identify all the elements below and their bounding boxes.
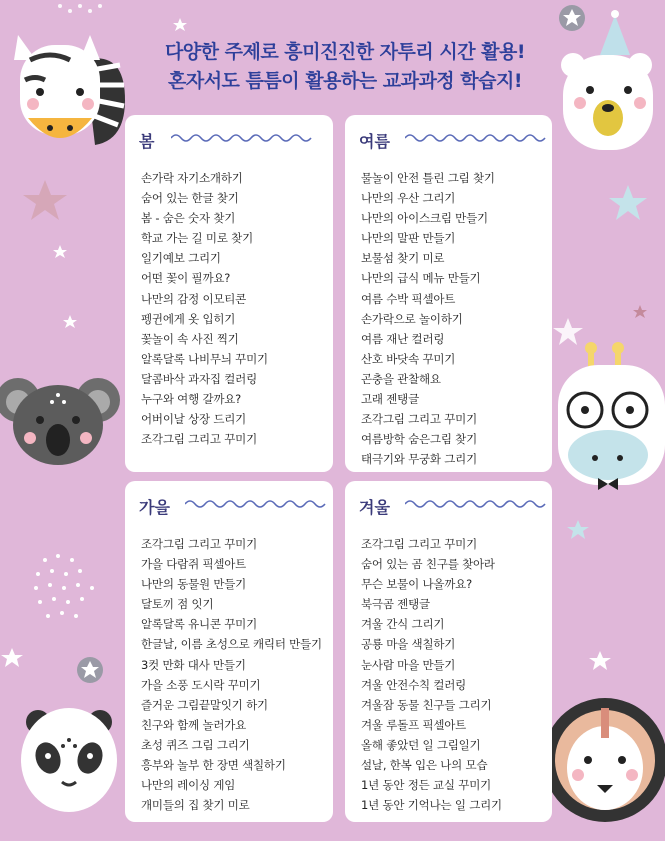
list-item: 고래 젠탱글 <box>361 392 419 407</box>
season-card-summer <box>345 115 552 472</box>
dots-pattern-left <box>34 554 94 618</box>
star-icon <box>63 315 77 328</box>
activity-list-winter <box>361 534 502 815</box>
list-item: 초성 퀴즈 그림 그리기 <box>141 737 250 752</box>
list-item: 달토끼 점 잇기 <box>141 597 214 612</box>
wave-divider <box>185 497 333 511</box>
star-badge-icon <box>77 657 103 683</box>
star-icon <box>1 648 23 667</box>
list-item: 조각그림 그리고 꾸미기 <box>361 537 477 551</box>
list-item: 즐거운 그림끝말잇기 하기 <box>141 697 268 712</box>
list-item: 숨어 있는 한글 찾기 <box>141 191 239 206</box>
season-card-spring <box>125 115 333 472</box>
list-item: 나만의 우산 그리기 <box>361 191 456 206</box>
list-item: 개미들의 집 찾기 미로 <box>141 798 250 813</box>
list-item: 북극곰 젠탱글 <box>361 597 430 612</box>
wave-divider <box>171 131 319 145</box>
star-badge-icon <box>559 5 585 31</box>
list-item: 조각그림 그리고 꾸미기 <box>141 432 257 447</box>
giraffe-illustration <box>558 342 665 490</box>
list-item: 여름 수박 픽셀아트 <box>361 291 456 306</box>
activity-list-spring <box>141 168 268 449</box>
list-item: 조각그림 그리고 꾸미기 <box>141 537 257 551</box>
list-item: 겨울 루돌프 픽셀아트 <box>361 717 467 732</box>
wave-divider <box>405 497 553 511</box>
lion-illustration <box>543 698 665 822</box>
list-item: 흥부와 놀부 한 장면 색칠하기 <box>141 758 286 773</box>
list-item: 보물섬 찾기 미로 <box>361 251 445 266</box>
list-item: 가을 소풍 도시락 꾸미기 <box>141 677 261 692</box>
list-item: 설날, 한복 입은 나의 모습 <box>361 758 488 773</box>
panda-illustration <box>21 708 117 812</box>
koala-illustration <box>0 378 120 465</box>
bear-party-illustration <box>561 10 653 150</box>
star-icon <box>53 245 67 258</box>
list-item: 친구와 함께 놀러가요 <box>141 717 247 732</box>
star-icon <box>173 18 187 31</box>
list-item: 나만의 말판 만들기 <box>361 231 456 246</box>
list-item: 손가락으로 놀이하기 <box>361 311 463 326</box>
activity-list-summer <box>361 168 495 469</box>
activity-list-autumn <box>141 534 322 815</box>
season-card-autumn <box>125 481 333 822</box>
star-icon <box>23 180 67 220</box>
wave-divider <box>405 131 553 145</box>
season-title-autumn: 가을 <box>139 498 170 517</box>
page-headline <box>130 38 560 96</box>
list-item: 나만의 아이스크림 만들기 <box>361 211 488 226</box>
list-item: 달콤바삭 과자집 컬러링 <box>141 371 257 386</box>
list-item: 나만의 급식 메뉴 만들기 <box>361 271 481 286</box>
list-item: 펭귄에게 옷 입히기 <box>141 311 236 326</box>
list-item: 학교 가는 길 미로 찾기 <box>141 231 254 246</box>
star-icon <box>633 305 647 318</box>
star-icon <box>553 318 583 345</box>
list-item: 3컷 만화 대사 만들기 <box>141 657 246 672</box>
list-item: 일기예보 그리기 <box>141 251 221 266</box>
headline-line-2: 혼자서도 틈틈이 활용하는 교과과정 학습지! <box>168 70 522 92</box>
star-icon <box>589 651 611 670</box>
list-item: 겨울 간식 그리기 <box>361 617 445 632</box>
list-item: 가을 다람쥐 픽셀아트 <box>141 557 247 572</box>
list-item: 눈사람 마을 만들기 <box>361 657 456 672</box>
list-item: 어버이날 상장 드리기 <box>141 412 247 427</box>
season-title-summer: 여름 <box>359 132 390 151</box>
list-item: 겨울잠 동물 친구들 그리기 <box>361 697 492 712</box>
list-item: 물놀이 안전 틀린 그림 찾기 <box>361 171 495 185</box>
list-item: 여름 재난 컬러링 <box>361 331 445 346</box>
list-item: 봄 - 숨은 숫자 찾기 <box>141 211 236 226</box>
list-item: 태극기와 무궁화 그리기 <box>361 452 477 467</box>
headline-line-1: 다양한 주제로 흥미진진한 자투리 시간 활용! <box>164 41 526 63</box>
zebra-illustration <box>14 35 125 145</box>
list-item: 1년 동안 기억나는 일 그리기 <box>361 798 502 813</box>
list-item: 꽃놀이 속 사진 찍기 <box>141 331 239 346</box>
list-item: 나만의 동물원 만들기 <box>141 577 247 592</box>
star-icon <box>567 520 589 539</box>
list-item: 산호 바닷속 꾸미기 <box>361 351 456 366</box>
season-title-winter: 겨울 <box>359 498 390 517</box>
list-item: 알록달록 유니콘 꾸미기 <box>141 617 257 632</box>
list-item: 나만의 감정 이모티콘 <box>141 291 247 306</box>
list-item: 한글날, 이름 초성으로 캐릭터 만들기 <box>141 637 322 652</box>
list-item: 올해 좋았던 일 그림일기 <box>361 737 481 752</box>
list-item: 여름방학 숨은그림 찾기 <box>361 432 477 447</box>
star-icon <box>609 185 647 220</box>
list-item: 무슨 보물이 나올까요? <box>361 577 472 592</box>
season-title-spring: 봄 <box>139 132 155 151</box>
season-card-winter <box>345 481 552 822</box>
list-item: 겨울 안전수칙 컬러링 <box>361 677 467 692</box>
list-item: 조각그림 그리고 꾸미기 <box>361 412 477 427</box>
dots-pattern-top <box>58 4 102 13</box>
list-item: 곤충을 관찰해요 <box>361 371 441 386</box>
list-item: 숨어 있는 곰 친구를 찾아라 <box>361 557 495 572</box>
list-item: 어떤 꽃이 필까요? <box>141 271 231 286</box>
list-item: 공룡 마을 색칠하기 <box>361 637 456 652</box>
list-item: 손가락 자기소개하기 <box>141 171 243 185</box>
list-item: 누구와 여행 갈까요? <box>141 392 242 407</box>
list-item: 1년 동안 정든 교실 꾸미기 <box>361 778 492 793</box>
list-item: 나만의 레이싱 게임 <box>141 778 236 793</box>
list-item: 알록달록 나비무늬 꾸미기 <box>141 351 268 366</box>
